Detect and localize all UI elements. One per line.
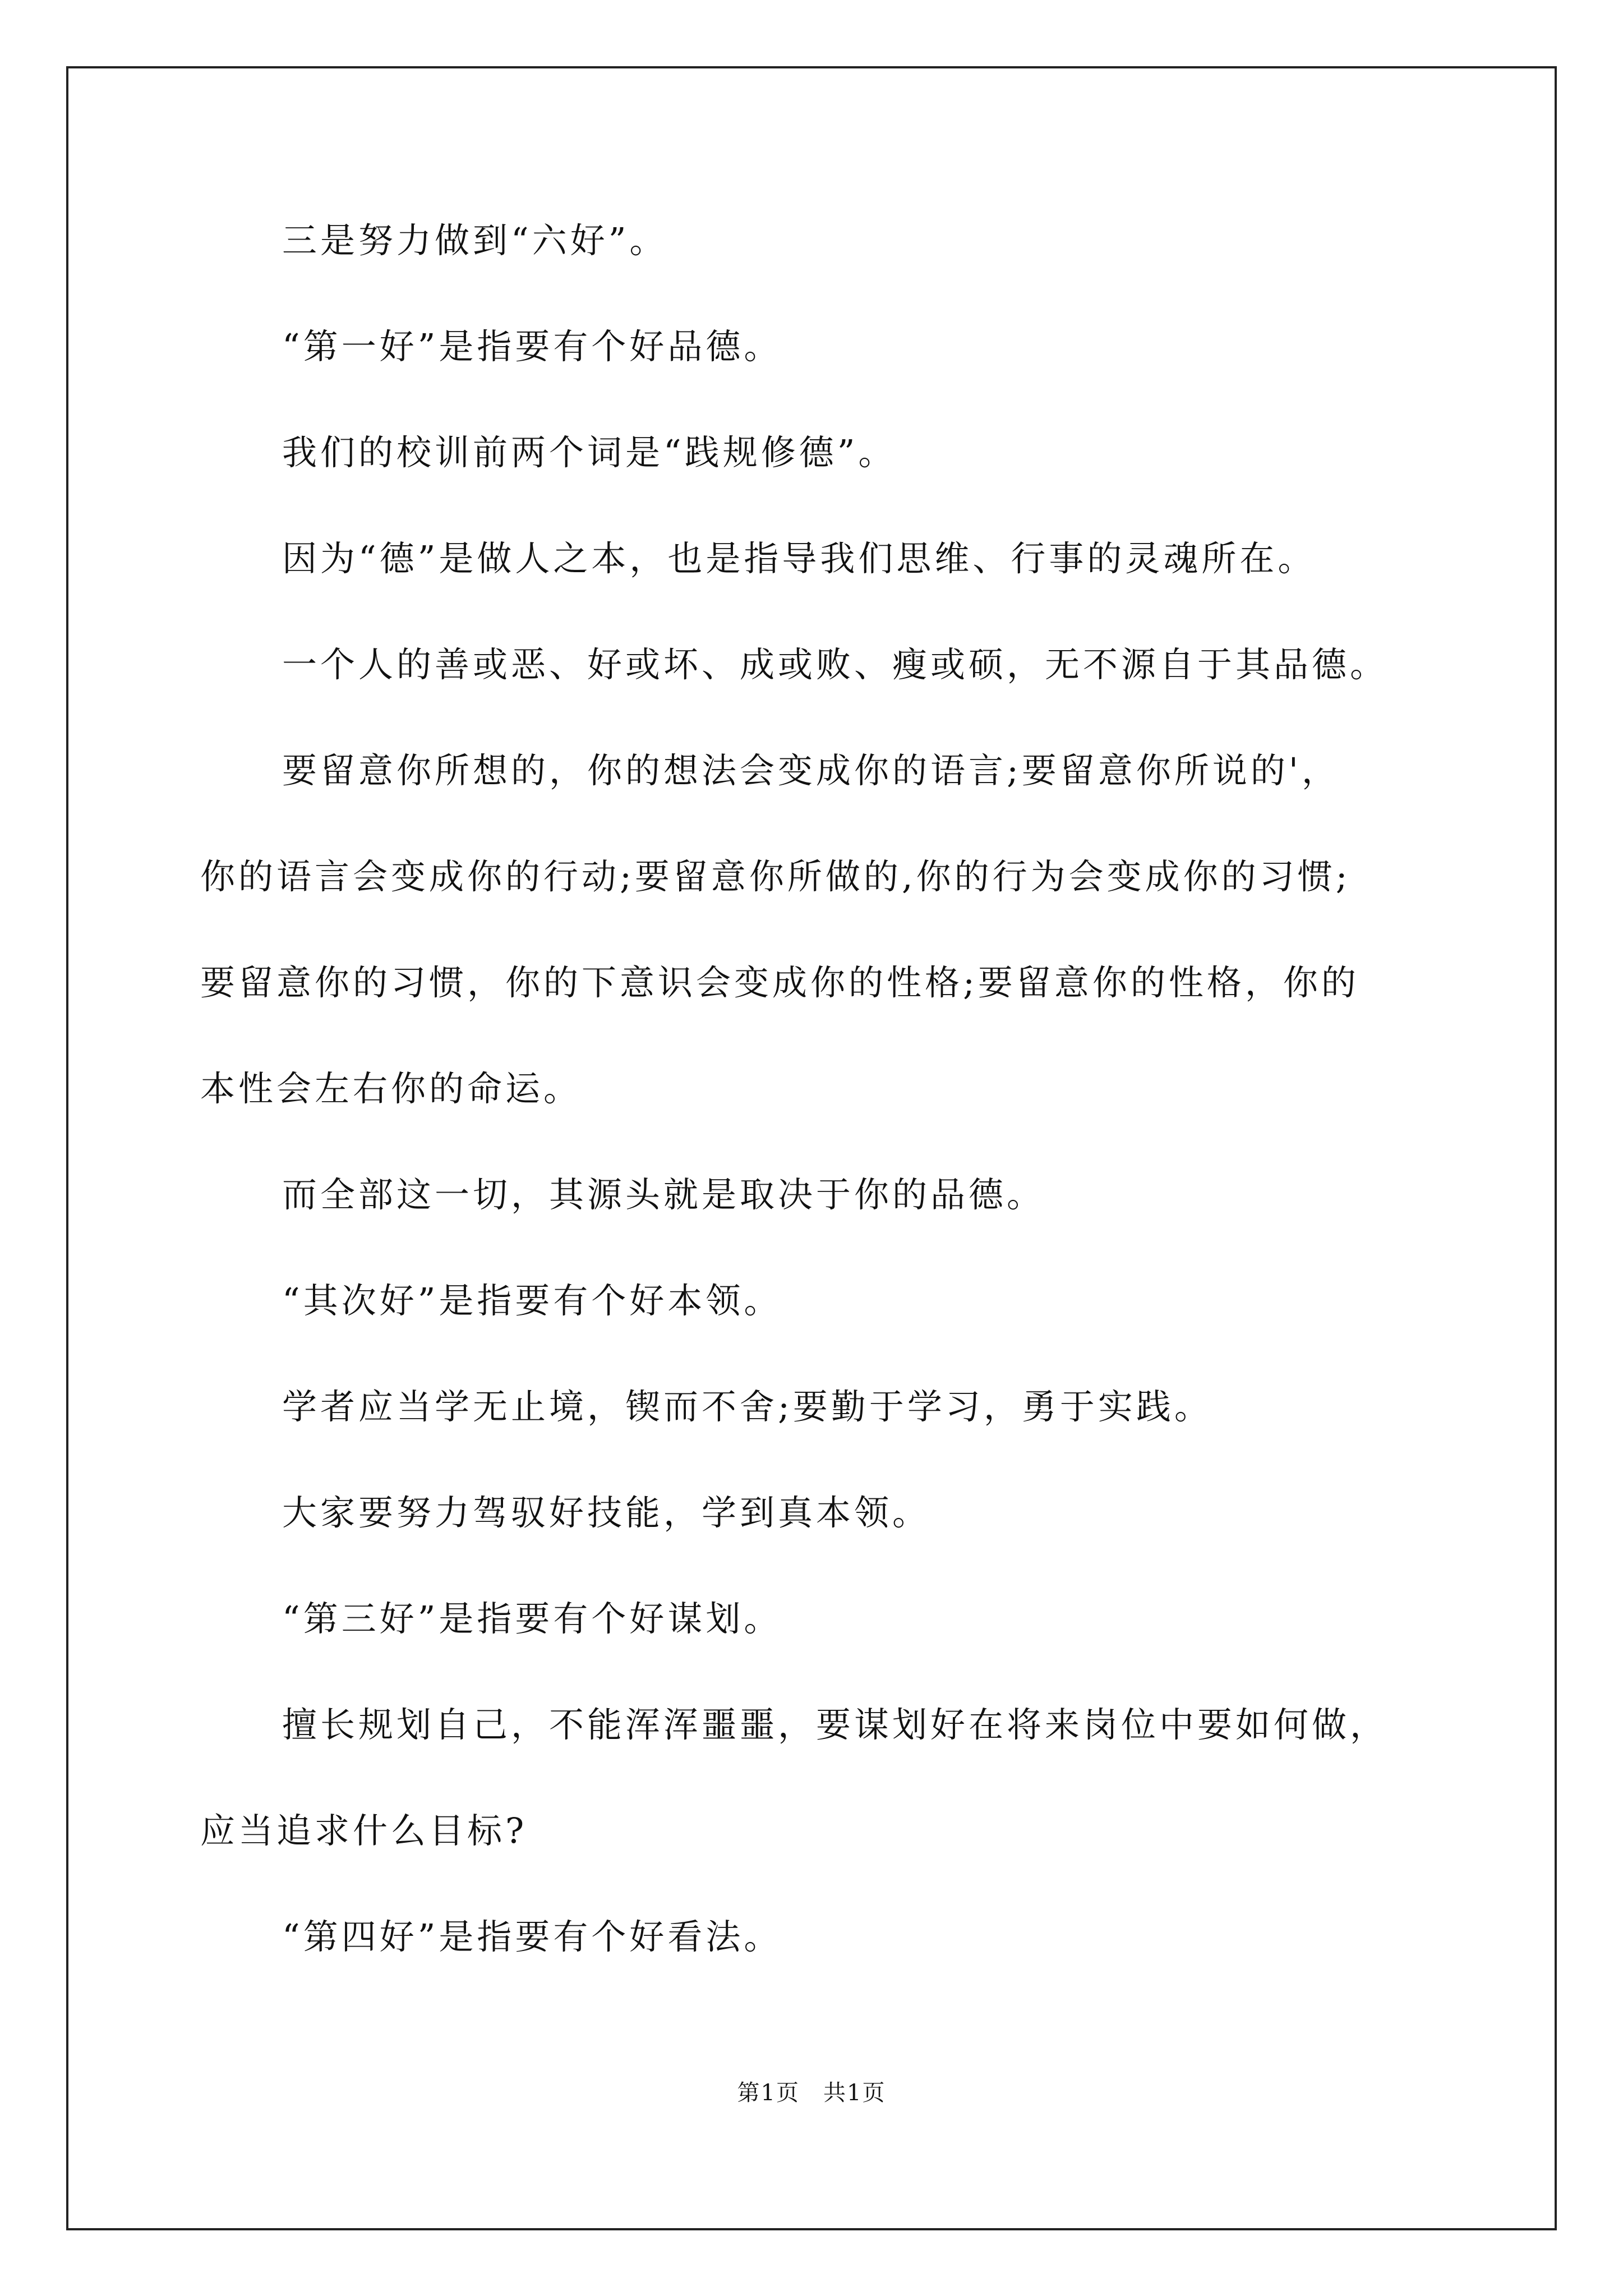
paragraph-line: 学者应当学无止境，锲而不舍;要勤于学习，勇于实践。 (282, 1386, 1212, 1427)
paragraph-line: “其次好”是指要有个好本领。 (282, 1280, 782, 1321)
paragraph-line: 一个人的善或恶、好或坏、成或败、瘦或硕，无不源自于其品德。 (282, 644, 1389, 685)
page-number: 第1页 共1页 (737, 2080, 886, 2106)
paragraph-line: 擅长规划自己，不能浑浑噩噩，要谋划好在将来岗位中要如何做， (282, 1704, 1389, 1745)
paragraph-line: 因为“德”是做人之本，也是指导我们思维、行事的灵魂所在。 (282, 538, 1316, 579)
paragraph-line: 本性会左右你的命运。 (200, 1068, 582, 1109)
paragraph-line: 应当追求什么目标? (200, 1810, 528, 1851)
paragraph-line: “第三好”是指要有个好谋划。 (282, 1598, 782, 1639)
paragraph-line: 三是努力做到“六好”。 (282, 220, 668, 261)
page-border (66, 66, 1557, 2230)
paragraph-line: 我们的校训前两个词是“践规修德”。 (282, 432, 897, 473)
paragraph-line: 要留意你的习惯，你的下意识会变成你的性格;要留意你的性格，你的 (200, 962, 1359, 1003)
paragraph-line: 而全部这一切，其源头就是取决于你的品德。 (282, 1174, 1045, 1215)
paragraph-line: “第一好”是指要有个好品德。 (282, 326, 782, 367)
paragraph-line: 大家要努力驾驭好技能，学到真本领。 (282, 1492, 931, 1533)
paragraph-line: 你的语言会变成你的行动;要留意你所做的,你的行为会变成你的习惯; (200, 856, 1351, 897)
paragraph-line: “第四好”是指要有个好看法。 (282, 1916, 782, 1957)
paragraph-line: 要留意你所想的，你的想法会变成你的语言;要留意你所说的'， (282, 750, 1340, 791)
